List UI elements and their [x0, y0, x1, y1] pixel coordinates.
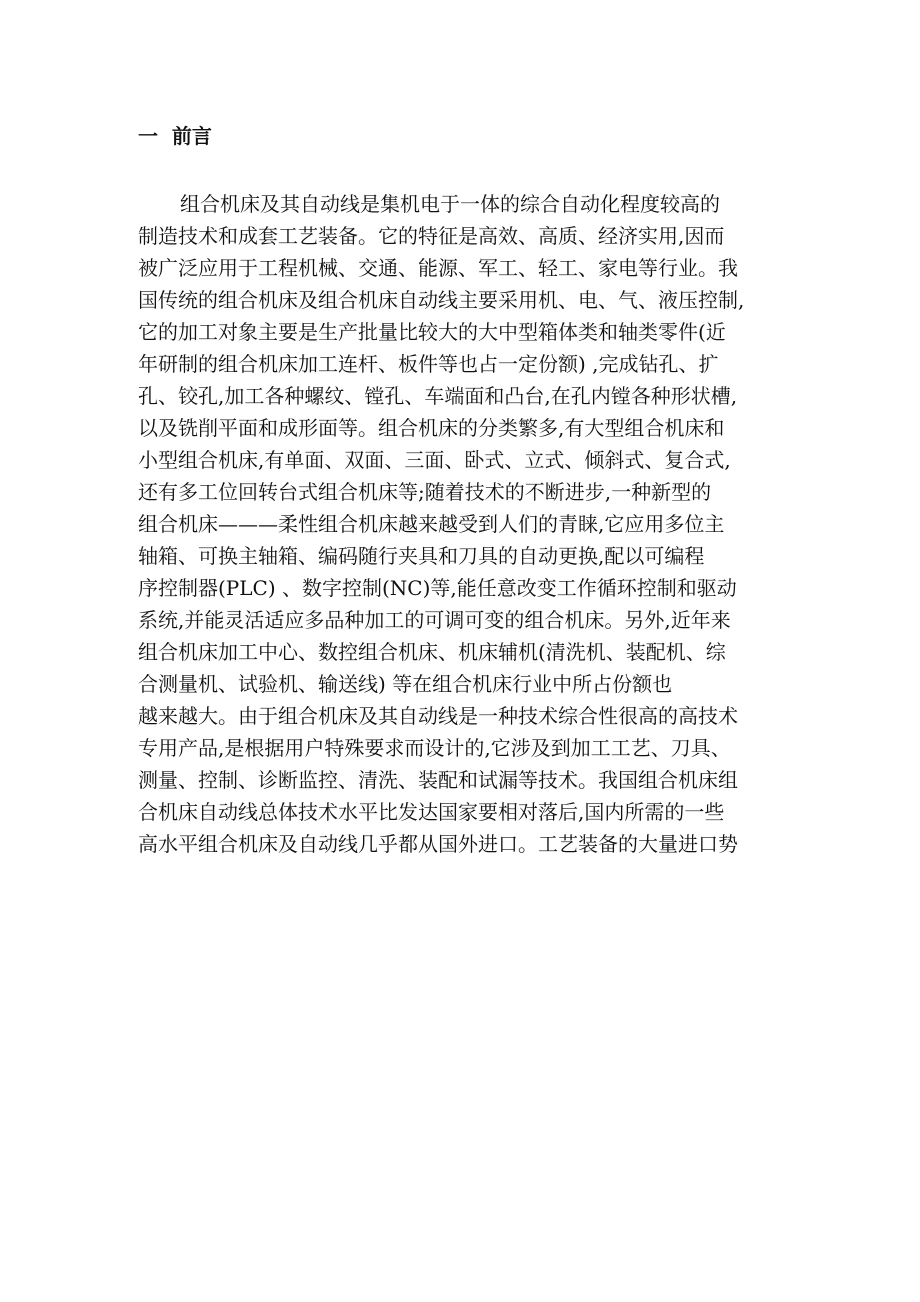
text-line: 合机床自动线总体技术水平比发达国家要相对落后,国内所需的一些: [138, 800, 725, 824]
text-line: 轴箱、可换主轴箱、编码随行夹具和刀具的自动更换,配以可编程: [138, 544, 705, 568]
text-line: 年研制的组合机床加工连杆、板件等也占一定份额) ,完成钻孔、扩: [138, 352, 719, 376]
text-line: 组合机床加工中心、数控组合机床、机床辅机(清洗机、装配机、综: [138, 640, 726, 664]
text-line: 制造技术和成套工艺装备。它的特征是高效、高质、经济实用,因而: [138, 224, 725, 248]
text-line: 被广泛应用于工程机械、交通、能源、军工、轻工、家电等行业。我: [138, 256, 738, 280]
text-line: 专用产品,是根据用户特殊要求而设计的,它涉及到加工工艺、刀具、: [138, 736, 731, 760]
text-line: 国传统的组合机床及组合机床自动线主要采用机、电、气、液压控制,: [138, 288, 745, 312]
text-line: 系统,并能灵活适应多品种加工的可调可变的组合机床。另外,近年来: [138, 608, 731, 632]
text-line: 组合机床———柔性组合机床越来越受到人们的青睐,它应用多位主: [138, 512, 725, 536]
text-line: 高水平组合机床及自动线几乎都从国外进口。工艺装备的大量进口势: [138, 832, 738, 856]
text-line: 还有多工位回转台式组合机床等;随着技术的不断进步,一种新型的: [138, 480, 712, 504]
text-line: 组合机床及其自动线是集机电于一体的综合自动化程度较高的: [180, 192, 720, 216]
section-heading: 一 前言: [138, 124, 212, 148]
text-line: 小型组合机床,有单面、双面、三面、卧式、立式、倾斜式、复合式,: [138, 448, 731, 472]
text-line: 以及铣削平面和成形面等。组合机床的分类繁多,有大型组合机床和: [138, 416, 725, 440]
text-line: 孔、铰孔,加工各种螺纹、镗孔、车端面和凸台,在孔内镗各种形状槽,: [138, 384, 738, 408]
text-line: 序控制器(PLC) 、数字控制(NC)等,能任意改变工作循环控制和驱动: [138, 576, 737, 600]
text-line: 合测量机、试验机、输送线) 等在组合机床行业中所占份额也: [138, 672, 673, 696]
text-line: 测量、控制、诊断监控、清洗、装配和试漏等技术。我国组合机床组: [138, 768, 738, 792]
body-paragraph: [138, 190, 798, 862]
text-line: 它的加工对象主要是生产批量比较大的大中型箱体类和轴类零件(近: [138, 320, 726, 344]
text-line: 越来越大。由于组合机床及其自动线是一种技术综合性很高的高技术: [138, 704, 738, 728]
